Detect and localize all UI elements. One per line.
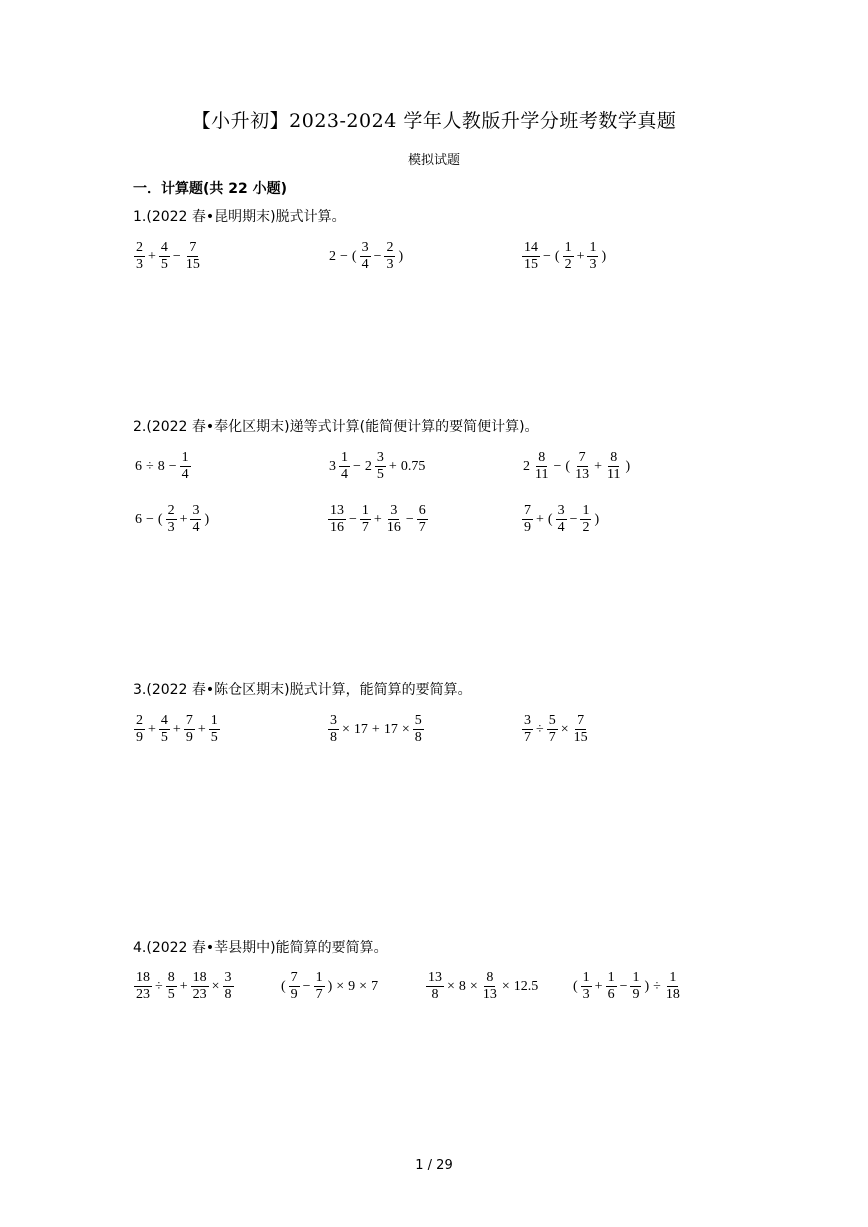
- math-token: ×: [359, 978, 368, 994]
- fraction-numerator: 1: [341, 450, 348, 465]
- fraction-numerator: 2: [136, 713, 143, 728]
- fraction: [134, 713, 145, 746]
- math-token: −: [373, 248, 382, 264]
- fraction: [314, 970, 325, 1003]
- fraction-denominator: 15: [573, 730, 588, 745]
- fraction-denominator: 7: [315, 987, 323, 1002]
- fraction-denominator: 11: [606, 467, 621, 482]
- fraction: [426, 970, 444, 1003]
- math-token: ): [644, 978, 650, 994]
- math-token: ): [204, 511, 210, 527]
- math-token: (: [565, 458, 571, 474]
- math-token: +: [179, 978, 188, 994]
- fraction: [606, 970, 617, 1003]
- fraction: [339, 450, 350, 483]
- math-token: (: [351, 248, 357, 264]
- fraction: [134, 240, 145, 273]
- math-token: −: [569, 511, 578, 527]
- math-token: 7: [371, 978, 379, 994]
- fraction-numerator: 7: [290, 970, 298, 985]
- fraction-denominator: 16: [386, 520, 401, 535]
- math-token: ×: [401, 721, 410, 737]
- expression: [327, 503, 429, 536]
- fraction-denominator: 7: [418, 520, 426, 535]
- fraction: [533, 450, 550, 483]
- math-token: (: [573, 978, 578, 994]
- fraction: [166, 503, 177, 536]
- fraction-numerator: 5: [548, 713, 556, 728]
- fraction: [572, 713, 590, 746]
- fraction-numerator: 7: [185, 713, 193, 728]
- fraction: [580, 503, 591, 536]
- fraction-numerator: 3: [376, 450, 384, 465]
- fraction-denominator: 4: [557, 520, 565, 535]
- fraction: [223, 970, 234, 1003]
- fraction-numerator: 1: [632, 970, 640, 985]
- fraction-denominator: 8: [431, 987, 439, 1002]
- fraction-denominator: 2: [564, 257, 572, 272]
- math-token: −: [168, 458, 177, 474]
- math-token: (: [281, 978, 286, 994]
- fraction-numerator: 2: [136, 240, 143, 255]
- fraction-denominator: 5: [167, 987, 175, 1002]
- fraction: [190, 503, 201, 536]
- fraction-denominator: 13: [482, 987, 497, 1002]
- fraction: [522, 240, 540, 273]
- fraction: [547, 713, 558, 746]
- fraction: [159, 240, 170, 273]
- math-token: 12.5: [513, 978, 539, 994]
- math-token: ÷: [653, 978, 661, 994]
- fraction: [417, 503, 428, 536]
- fraction: [166, 970, 177, 1003]
- math-token: −: [340, 248, 348, 264]
- math-token: −: [349, 511, 357, 527]
- math-token: 8: [458, 978, 466, 994]
- fraction-numerator: 3: [192, 503, 200, 518]
- fraction-denominator: 8: [224, 987, 232, 1002]
- fraction-numerator: 7: [189, 240, 197, 255]
- fraction: [328, 713, 339, 746]
- expression: [521, 713, 591, 746]
- math-token: ): [327, 978, 333, 994]
- fraction-numerator: 18: [192, 970, 207, 985]
- fraction-denominator: 9: [290, 987, 298, 1002]
- fraction: [184, 713, 195, 746]
- fraction-numerator: 8: [486, 970, 494, 985]
- math-token: ×: [501, 978, 510, 994]
- fraction-numerator: 14: [524, 240, 538, 255]
- question-4-heading: 4.(2022 春•莘县期中)能简算的要简算。: [133, 940, 388, 956]
- math-token: (: [547, 511, 553, 527]
- fraction: [134, 970, 152, 1003]
- fraction: [360, 240, 371, 273]
- math-token: 2: [523, 458, 530, 474]
- expression: [133, 970, 235, 1003]
- expression: [279, 970, 380, 1003]
- fraction: [664, 970, 682, 1003]
- expression: [521, 240, 608, 273]
- math-token: ×: [447, 978, 455, 994]
- fraction: [289, 970, 300, 1003]
- fraction-denominator: 4: [181, 467, 189, 482]
- expression: [133, 503, 211, 536]
- math-token: 17: [383, 721, 398, 737]
- fraction-numerator: 5: [414, 713, 422, 728]
- fraction: [522, 713, 533, 746]
- math-token: ×: [211, 978, 220, 994]
- math-token: −: [553, 458, 562, 474]
- fraction-denominator: 5: [160, 257, 168, 272]
- fraction-numerator: 1: [582, 970, 590, 985]
- question-2-heading: 2.(2022 春•奉化区期末)递等式计算(能简便计算的要简便计算)。: [133, 419, 539, 435]
- expression: [521, 503, 601, 536]
- math-token: −: [172, 248, 181, 264]
- fraction-denominator: 23: [192, 987, 207, 1002]
- math-token: ×: [560, 721, 569, 737]
- fraction: [360, 503, 371, 536]
- math-token: 17: [353, 721, 368, 737]
- fraction: [159, 713, 170, 746]
- expression: [133, 713, 221, 746]
- fraction-denominator: 6: [607, 987, 615, 1002]
- fraction-denominator: 5: [376, 467, 384, 482]
- fraction-denominator: 4: [341, 467, 348, 482]
- math-token: +: [388, 458, 397, 474]
- fraction-numerator: 8: [610, 450, 618, 465]
- document-subtitle: 模拟试题: [407, 153, 460, 168]
- expression: [571, 970, 683, 1003]
- math-token: ÷: [155, 978, 163, 994]
- math-token: 0.75: [400, 458, 426, 474]
- fraction-denominator: 16: [330, 520, 344, 535]
- fraction-denominator: 7: [524, 730, 531, 745]
- math-token: +: [148, 721, 156, 737]
- math-token: 2: [364, 458, 372, 474]
- math-token: ÷: [146, 458, 154, 474]
- math-token: −: [353, 458, 361, 474]
- math-token: 3: [329, 458, 336, 474]
- fraction-numerator: 6: [418, 503, 426, 518]
- math-token: +: [371, 721, 380, 737]
- fraction-numerator: 2: [386, 240, 394, 255]
- math-token: 9: [348, 978, 356, 994]
- fraction: [563, 240, 574, 273]
- fraction-denominator: 5: [210, 730, 218, 745]
- fraction-numerator: 8: [167, 970, 175, 985]
- page-number: 1 / 29: [415, 1158, 453, 1173]
- expression: [133, 450, 192, 483]
- math-token: 8: [157, 458, 165, 474]
- math-token: +: [197, 721, 206, 737]
- math-token: ): [594, 511, 600, 527]
- math-token: +: [536, 511, 544, 527]
- fraction: [375, 450, 386, 483]
- question-1-heading: 1.(2022 春•昆明期末)脱式计算。: [133, 209, 346, 225]
- fraction-numerator: 1: [181, 450, 189, 465]
- math-token: ×: [469, 978, 478, 994]
- fraction-numerator: 1: [361, 503, 369, 518]
- fraction-denominator: 18: [665, 987, 680, 1002]
- math-token: (: [157, 511, 163, 527]
- fraction-numerator: 4: [160, 713, 168, 728]
- math-token: +: [594, 458, 602, 474]
- fraction-denominator: 23: [136, 987, 150, 1002]
- math-token: −: [543, 248, 551, 264]
- fraction-numerator: 18: [136, 970, 150, 985]
- fraction-denominator: 3: [589, 257, 597, 272]
- fraction: [180, 450, 191, 483]
- fraction-denominator: 15: [524, 257, 538, 272]
- fraction-numerator: 7: [578, 450, 586, 465]
- math-token: ): [625, 458, 631, 474]
- math-token: ×: [342, 721, 350, 737]
- math-token: −: [619, 978, 628, 994]
- fraction: [581, 970, 592, 1003]
- math-token: +: [576, 248, 585, 264]
- fraction-numerator: 13: [330, 503, 344, 518]
- fraction-denominator: 2: [582, 520, 590, 535]
- fraction: [385, 503, 403, 536]
- expression: [327, 240, 405, 273]
- math-token: +: [373, 511, 382, 527]
- fraction-numerator: 1: [564, 240, 572, 255]
- fraction: [328, 503, 346, 536]
- fraction: [384, 240, 395, 273]
- math-token: −: [405, 511, 414, 527]
- fraction-numerator: 3: [557, 503, 565, 518]
- expression: [133, 240, 203, 273]
- fraction: [587, 240, 598, 273]
- fraction-denominator: 3: [167, 520, 175, 535]
- math-token: ×: [336, 978, 345, 994]
- fraction-numerator: 3: [330, 713, 337, 728]
- document-title: 【小升初】2023-2024 学年人教版升学分班考数学真题: [191, 110, 677, 132]
- fraction-numerator: 3: [361, 240, 369, 255]
- fraction-denominator: 7: [361, 520, 369, 535]
- math-token: ÷: [536, 721, 544, 737]
- fraction-denominator: 5: [160, 730, 168, 745]
- fraction-denominator: 8: [330, 730, 337, 745]
- fraction-numerator: 4: [160, 240, 168, 255]
- fraction-denominator: 9: [524, 520, 531, 535]
- math-token: −: [302, 978, 311, 994]
- section-heading: 一．计算题(共 22 小题): [133, 181, 288, 197]
- math-token: +: [148, 248, 156, 264]
- fraction-numerator: 1: [607, 970, 615, 985]
- math-token: +: [179, 511, 188, 527]
- fraction-numerator: 1: [582, 503, 590, 518]
- fraction-numerator: 2: [167, 503, 175, 518]
- fraction-numerator: 1: [669, 970, 677, 985]
- fraction: [191, 970, 209, 1003]
- fraction: [209, 713, 220, 746]
- fraction: [605, 450, 622, 483]
- fraction: [184, 240, 202, 273]
- fraction: [573, 450, 591, 483]
- fraction-denominator: 13: [575, 467, 590, 482]
- fraction-denominator: 7: [548, 730, 556, 745]
- fraction-numerator: 1: [315, 970, 323, 985]
- fraction-numerator: 8: [538, 450, 546, 465]
- fraction-numerator: 7: [577, 713, 585, 728]
- math-token: ): [398, 248, 404, 264]
- fraction: [556, 503, 567, 536]
- fraction-numerator: 3: [390, 503, 398, 518]
- expression: [521, 450, 632, 483]
- fraction-numerator: 3: [524, 713, 531, 728]
- fraction-numerator: 7: [524, 503, 531, 518]
- expression: [425, 970, 540, 1003]
- math-token: −: [146, 511, 154, 527]
- fraction-denominator: 4: [361, 257, 369, 272]
- fraction-denominator: 3: [136, 257, 143, 272]
- fraction-denominator: 9: [136, 730, 143, 745]
- fraction-numerator: 13: [428, 970, 442, 985]
- math-token: +: [172, 721, 181, 737]
- fraction-denominator: 15: [185, 257, 200, 272]
- fraction-numerator: 3: [224, 970, 232, 985]
- fraction-numerator: 1: [589, 240, 597, 255]
- fraction-denominator: 3: [386, 257, 394, 272]
- question-3-heading: 3.(2022 春•陈仓区期末)脱式计算，能简算的要简算。: [133, 682, 472, 698]
- fraction-denominator: 8: [414, 730, 422, 745]
- math-token: 2: [329, 248, 336, 264]
- math-token: (: [554, 248, 560, 264]
- math-token: 6: [135, 458, 142, 474]
- fraction: [630, 970, 641, 1003]
- fraction-denominator: 11: [535, 467, 549, 482]
- math-token: ): [601, 248, 607, 264]
- fraction-denominator: 9: [632, 987, 640, 1002]
- math-token: +: [594, 978, 603, 994]
- fraction-denominator: 3: [582, 987, 590, 1002]
- expression: [327, 713, 425, 746]
- expression: [327, 450, 427, 483]
- fraction-denominator: 9: [185, 730, 193, 745]
- fraction-denominator: 4: [192, 520, 200, 535]
- fraction: [413, 713, 424, 746]
- math-token: 6: [135, 511, 142, 527]
- fraction: [481, 970, 499, 1003]
- fraction-numerator: 1: [210, 713, 218, 728]
- fraction: [522, 503, 533, 536]
